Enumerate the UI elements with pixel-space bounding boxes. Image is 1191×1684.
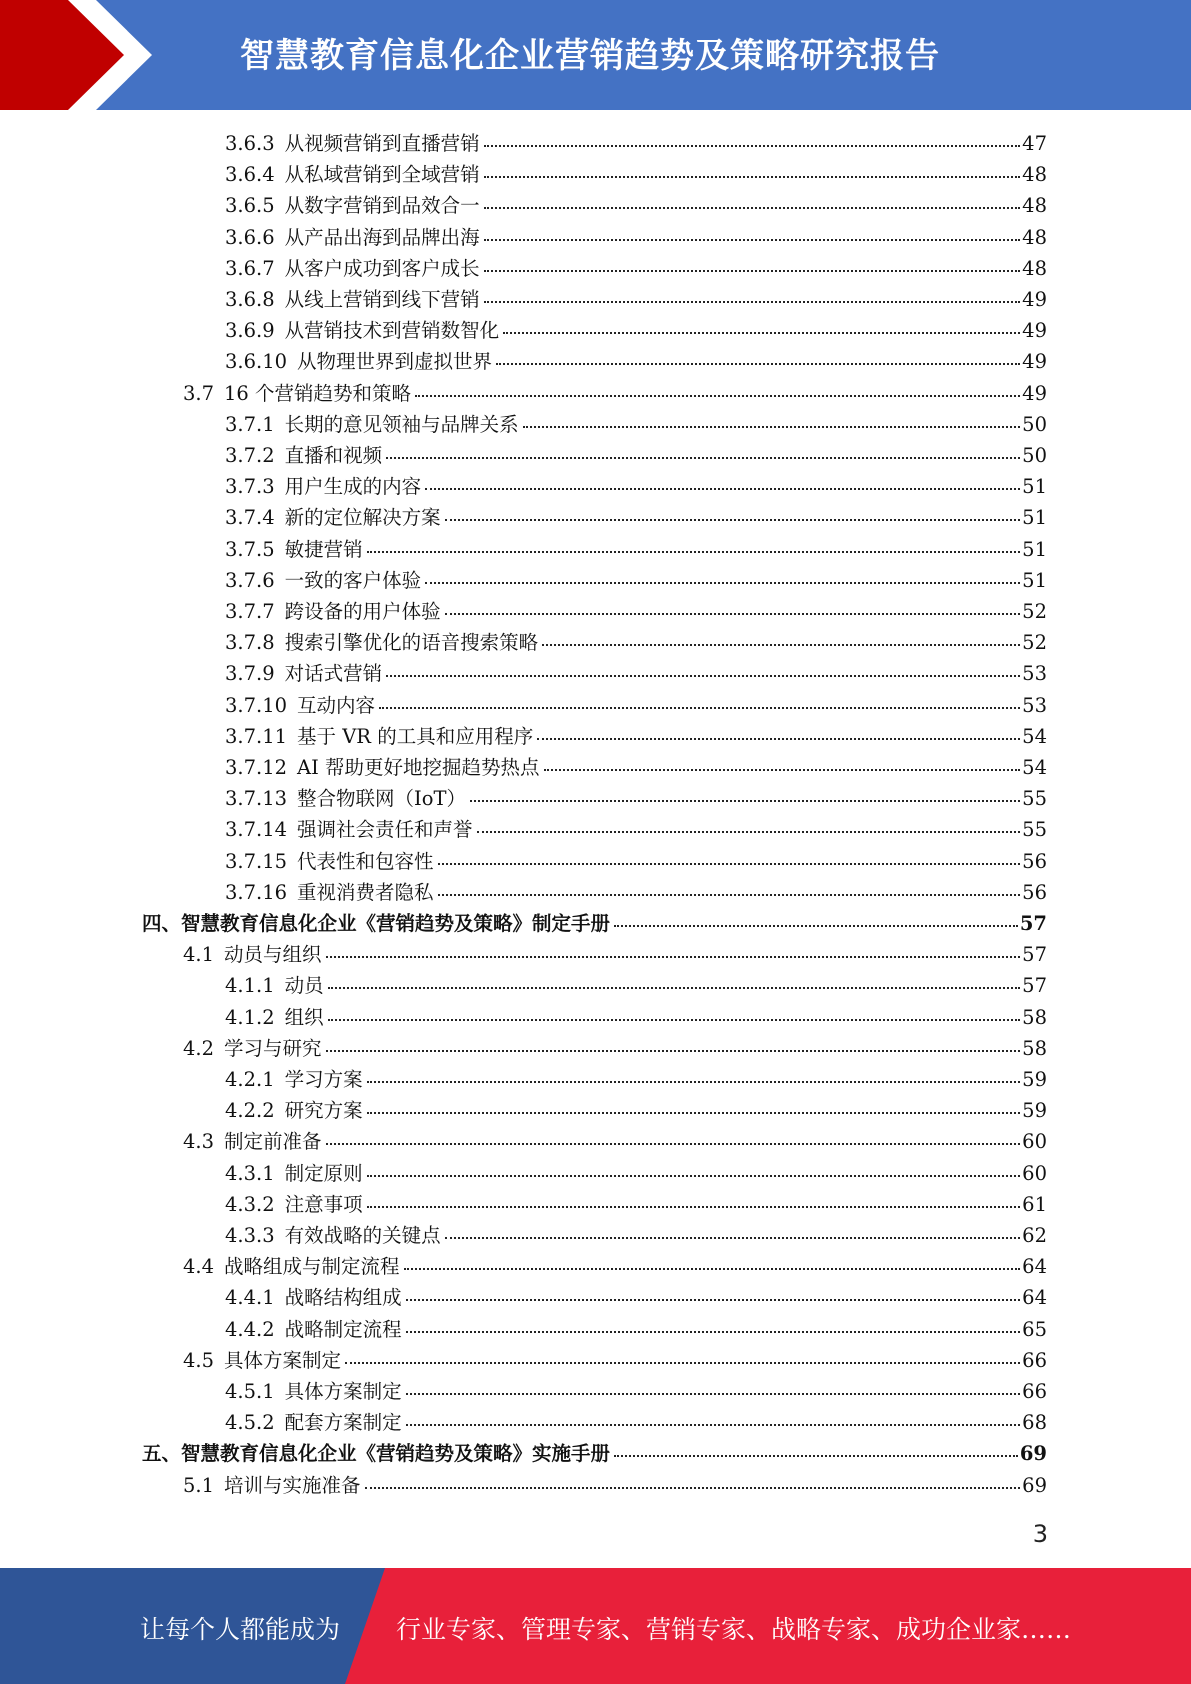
toc-entry-title: 直播和视频 bbox=[284, 444, 383, 467]
toc-entry[interactable] bbox=[225, 1407, 1047, 1438]
toc-dot-leader bbox=[445, 613, 1021, 615]
toc-entry-title: 对话式营销 bbox=[284, 662, 383, 686]
toc-entry-page: 57 bbox=[1022, 974, 1047, 998]
toc-dot-leader bbox=[438, 863, 1021, 865]
toc-entry[interactable] bbox=[183, 1470, 1047, 1501]
toc-entry-title: 从数字营销到品效合一 bbox=[284, 194, 480, 218]
toc-entry-title: 制定原则 bbox=[284, 1161, 363, 1185]
toc-entry-page: 66 bbox=[1022, 1348, 1047, 1372]
toc-entry-number: 4.3.3 bbox=[225, 1224, 275, 1247]
toc-entry[interactable] bbox=[225, 783, 1047, 814]
toc-entry[interactable] bbox=[225, 690, 1047, 721]
toc-dot-leader bbox=[614, 1455, 1018, 1457]
toc-entry-title: 从营销技术到营销数智化 bbox=[284, 319, 500, 343]
toc-entry-number: 3.7.11 bbox=[225, 724, 288, 748]
toc-entry[interactable] bbox=[225, 315, 1047, 346]
toc-entry-page: 51 bbox=[1022, 475, 1047, 499]
toc-entry-page: 60 bbox=[1022, 1130, 1047, 1154]
toc-dot-leader bbox=[523, 426, 1021, 428]
toc-entry-page: 60 bbox=[1022, 1161, 1047, 1185]
toc-entry-page: 51 bbox=[1022, 506, 1047, 530]
toc-entry-number: 4.3 bbox=[183, 1130, 215, 1154]
toc-entry-page: 48 bbox=[1022, 194, 1047, 218]
toc-entry-title: 整合物联网（IoT） bbox=[297, 787, 466, 811]
toc-entry[interactable] bbox=[225, 846, 1047, 877]
toc-entry-title: 学习与研究 bbox=[224, 1036, 322, 1060]
toc-entry-title: 具体方案制定 bbox=[284, 1380, 402, 1403]
toc-entry-title: 培训与实施准备 bbox=[224, 1473, 361, 1497]
toc-entry[interactable] bbox=[225, 1376, 1047, 1407]
toc-entry-page: 58 bbox=[1022, 1005, 1047, 1029]
toc-entry[interactable] bbox=[142, 908, 1047, 939]
toc-entry[interactable] bbox=[225, 534, 1047, 565]
toc-entry-number: 3.7.6 bbox=[225, 568, 275, 592]
toc-entry-page: 49 bbox=[1022, 381, 1047, 405]
toc-entry-number: 3.6.8 bbox=[225, 288, 275, 311]
toc-dot-leader bbox=[445, 519, 1021, 521]
toc-entry-number: 4.2 bbox=[183, 1036, 215, 1060]
toc-dot-leader bbox=[425, 488, 1020, 490]
toc-entry[interactable] bbox=[183, 378, 1047, 409]
toc-entry-page: 56 bbox=[1022, 849, 1047, 873]
toc-entry-page: 47 bbox=[1022, 132, 1047, 155]
toc-entry-page: 50 bbox=[1022, 412, 1047, 436]
toc-entry-title: 搜索引擎优化的语音搜索策略 bbox=[284, 631, 539, 655]
toc-entry-page: 48 bbox=[1022, 163, 1047, 187]
toc-entry-page: 65 bbox=[1022, 1317, 1047, 1341]
toc-entry[interactable] bbox=[225, 1314, 1047, 1345]
toc-entry-page: 54 bbox=[1022, 756, 1047, 779]
toc-entry-title: 具体方案制定 bbox=[224, 1348, 342, 1372]
toc-entry-title: 研究方案 bbox=[284, 1099, 363, 1123]
toc-dot-leader bbox=[406, 1331, 1021, 1333]
toc-entry-number: 4.3.1 bbox=[225, 1161, 275, 1185]
toc-entry[interactable] bbox=[225, 284, 1047, 315]
toc-entry-title: 从物理世界到虚拟世界 bbox=[297, 350, 493, 374]
toc-dot-leader bbox=[425, 582, 1020, 584]
toc-entry-number: 4.3.2 bbox=[225, 1192, 275, 1216]
toc-entry-page: 49 bbox=[1022, 319, 1047, 343]
toc-entry-number: 4.5.1 bbox=[225, 1380, 275, 1403]
toc-dot-leader bbox=[379, 707, 1020, 709]
toc-entry-number: 3.7.5 bbox=[225, 537, 275, 561]
toc-entry[interactable] bbox=[225, 814, 1047, 845]
toc-entry-page: 69 bbox=[1019, 1442, 1047, 1466]
toc-entry-page: 58 bbox=[1022, 1036, 1047, 1060]
toc-entry[interactable] bbox=[183, 1345, 1047, 1376]
toc-entry-number: 3.6.4 bbox=[225, 163, 275, 187]
toc-entry-title: 动员与组织 bbox=[224, 943, 322, 967]
toc-entry-number: 3.7.8 bbox=[225, 631, 275, 655]
toc-entry[interactable] bbox=[225, 1002, 1047, 1033]
toc-entry-page: 51 bbox=[1022, 568, 1047, 592]
toc-dot-leader bbox=[367, 1081, 1021, 1083]
toc-dot-leader bbox=[367, 551, 1021, 553]
toc-entry-title: 用户生成的内容 bbox=[284, 475, 422, 499]
toc-entry-page: 56 bbox=[1022, 880, 1047, 904]
toc-dot-leader bbox=[326, 1050, 1021, 1052]
toc-entry-page: 64 bbox=[1022, 1286, 1047, 1310]
toc-dot-leader bbox=[484, 145, 1021, 147]
toc-entry-title: 跨设备的用户体验 bbox=[284, 600, 441, 623]
toc-dot-leader bbox=[484, 207, 1021, 209]
page-header bbox=[0, 0, 1191, 110]
page-number: 3 bbox=[1032, 1520, 1048, 1548]
toc-entry-number: 4.1.1 bbox=[225, 974, 275, 998]
toc-entry[interactable] bbox=[183, 1033, 1047, 1064]
toc-entry-title: 16 个营销趋势和策略 bbox=[224, 381, 412, 405]
toc-dot-leader bbox=[404, 1268, 1021, 1270]
toc-entry-page: 52 bbox=[1022, 600, 1047, 623]
toc-entry-page: 50 bbox=[1022, 444, 1047, 467]
toc-entry-number: 3.7.10 bbox=[225, 693, 288, 717]
toc-entry-number: 4.5 bbox=[183, 1348, 215, 1372]
toc-dot-leader bbox=[614, 925, 1018, 927]
toc-dot-leader bbox=[406, 1299, 1021, 1301]
toc-entry-page: 61 bbox=[1022, 1192, 1047, 1216]
page-footer bbox=[0, 1568, 1191, 1684]
toc-entry[interactable] bbox=[225, 346, 1047, 377]
toc-entry-title: 战略制定流程 bbox=[284, 1317, 402, 1341]
toc-entry-number: 3.6.10 bbox=[225, 350, 288, 374]
toc-entry-title: 有效战略的关键点 bbox=[284, 1224, 441, 1247]
toc-entry-page: 57 bbox=[1022, 943, 1047, 967]
toc-dot-leader bbox=[328, 987, 1021, 989]
header-title: 智慧教育信息化企业营销趋势及策略研究报告 bbox=[240, 36, 940, 76]
toc-dot-leader bbox=[367, 1112, 1021, 1114]
toc-entry-page: 53 bbox=[1022, 693, 1047, 717]
toc-entry-title: 战略组成与制定流程 bbox=[224, 1255, 400, 1279]
toc-entry-number: 3.6.9 bbox=[225, 319, 275, 343]
toc-entry-title: 配套方案制定 bbox=[284, 1411, 402, 1435]
toc-entry-number: 3.7.3 bbox=[225, 475, 275, 499]
toc-entry-number: 4.4 bbox=[183, 1255, 215, 1279]
toc-entry[interactable] bbox=[225, 440, 1047, 471]
toc-entry[interactable] bbox=[225, 627, 1047, 658]
toc-entry-number: 4.2.1 bbox=[225, 1068, 275, 1091]
toc-entry-title: 智慧教育信息化企业《营销趋势及策略》实施手册 bbox=[181, 1442, 611, 1466]
toc-entry[interactable] bbox=[225, 190, 1047, 221]
toc-dot-leader bbox=[477, 831, 1021, 833]
toc-dot-leader bbox=[328, 1019, 1021, 1021]
toc-entry-number: 4.1.2 bbox=[225, 1005, 275, 1029]
toc-entry-page: 51 bbox=[1022, 537, 1047, 561]
toc-entry-number: 四、 bbox=[142, 912, 182, 935]
toc-entry-page: 55 bbox=[1022, 787, 1047, 811]
toc-dot-leader bbox=[470, 800, 1020, 802]
toc-entry-title: 新的定位解决方案 bbox=[284, 506, 441, 530]
toc-dot-leader bbox=[503, 332, 1020, 334]
toc-entry-page: 64 bbox=[1022, 1255, 1047, 1279]
toc-entry-page: 54 bbox=[1022, 724, 1047, 748]
toc-dot-leader bbox=[537, 738, 1020, 740]
toc-entry-number: 3.6.5 bbox=[225, 194, 275, 218]
toc-entry-number: 3.7.1 bbox=[225, 412, 275, 436]
toc-entry[interactable] bbox=[225, 565, 1047, 596]
footer-slogan-right: 行业专家、管理专家、营销专家、战略专家、成功企业家…… bbox=[396, 1615, 1072, 1644]
toc-dot-leader bbox=[326, 956, 1021, 958]
toc-entry-number: 4.2.2 bbox=[225, 1099, 275, 1123]
toc-entry[interactable] bbox=[225, 471, 1047, 502]
toc-dot-leader bbox=[367, 1206, 1021, 1208]
toc-entry[interactable] bbox=[225, 752, 1047, 783]
toc-dot-leader bbox=[406, 1393, 1021, 1395]
toc-entry-title: 从客户成功到客户成长 bbox=[284, 256, 480, 280]
toc-entry-title: 战略结构组成 bbox=[284, 1286, 402, 1310]
toc-entry-page: 69 bbox=[1022, 1473, 1047, 1497]
toc-entry-title: 基于 VR 的工具和应用程序 bbox=[297, 724, 534, 748]
toc-entry-number: 3.6.3 bbox=[225, 132, 275, 155]
toc-entry-number: 3.7.13 bbox=[225, 787, 288, 811]
header-arrow-decoration bbox=[0, 0, 160, 110]
toc-entry-page: 48 bbox=[1022, 256, 1047, 280]
toc-entry-title: 从线上营销到线下营销 bbox=[284, 288, 480, 311]
toc-dot-leader bbox=[484, 301, 1021, 303]
toc-entry-page: 49 bbox=[1022, 350, 1047, 374]
toc-dot-leader bbox=[438, 894, 1021, 896]
toc-entry[interactable] bbox=[225, 409, 1047, 440]
toc-entry[interactable] bbox=[225, 721, 1047, 752]
toc-entry-page: 68 bbox=[1022, 1411, 1047, 1435]
toc-entry-page: 55 bbox=[1022, 818, 1047, 842]
toc-entry[interactable] bbox=[225, 1158, 1047, 1189]
toc-dot-leader bbox=[544, 769, 1021, 771]
toc-entry-number: 3.7.2 bbox=[225, 444, 275, 467]
toc-entry-number: 5.1 bbox=[183, 1473, 215, 1497]
toc-entry[interactable] bbox=[225, 970, 1047, 1001]
toc-dot-leader bbox=[365, 1487, 1021, 1489]
toc-entry-title: 从视频营销到直播营销 bbox=[284, 132, 480, 155]
toc-entry-number: 3.7.4 bbox=[225, 506, 275, 530]
toc-entry-page: 66 bbox=[1022, 1380, 1047, 1403]
toc-entry[interactable] bbox=[225, 877, 1047, 908]
toc-entry-title: 注意事项 bbox=[284, 1192, 363, 1216]
toc-dot-leader bbox=[367, 1175, 1021, 1177]
toc-entry-number: 五、 bbox=[142, 1442, 182, 1466]
toc-entry-title: 从产品出海到品牌出海 bbox=[284, 225, 480, 249]
toc-dot-leader bbox=[484, 270, 1021, 272]
toc-entry-title: 长期的意见领袖与品牌关系 bbox=[284, 412, 519, 436]
toc-entry-page: 49 bbox=[1022, 288, 1047, 311]
toc-entry-title: 互动内容 bbox=[297, 693, 376, 717]
toc-entry[interactable] bbox=[225, 1064, 1047, 1095]
toc-entry-page: 53 bbox=[1022, 662, 1047, 686]
toc-dot-leader bbox=[542, 644, 1020, 646]
toc-entry-title: 学习方案 bbox=[284, 1068, 363, 1091]
toc-entry-title: 制定前准备 bbox=[224, 1130, 322, 1154]
toc-entry-page: 62 bbox=[1022, 1224, 1047, 1247]
toc-entry-title: 强调社会责任和声誉 bbox=[297, 818, 473, 842]
toc-dot-leader bbox=[496, 363, 1020, 365]
toc-dot-leader bbox=[345, 1362, 1020, 1364]
toc-entry-title: 从私域营销到全域营销 bbox=[284, 163, 480, 187]
toc-dot-leader bbox=[484, 239, 1021, 241]
toc-entry-number: 3.7.15 bbox=[225, 849, 288, 873]
toc-entry[interactable] bbox=[225, 658, 1047, 689]
toc-entry-number: 4.1 bbox=[183, 943, 215, 967]
toc-entry[interactable] bbox=[225, 502, 1047, 533]
toc-entry[interactable] bbox=[225, 1282, 1047, 1313]
toc-entry[interactable] bbox=[183, 939, 1047, 970]
toc-entry-number: 3.7.9 bbox=[225, 662, 275, 686]
toc-entry-title: 代表性和包容性 bbox=[297, 849, 434, 873]
toc-entry-number: 3.7.14 bbox=[225, 818, 288, 842]
toc-dot-leader bbox=[386, 675, 1020, 677]
toc-entry[interactable] bbox=[225, 1220, 1047, 1251]
toc-entry-number: 3.6.7 bbox=[225, 256, 275, 280]
toc-dot-leader bbox=[484, 176, 1021, 178]
toc-entry-number: 4.4.2 bbox=[225, 1317, 275, 1341]
toc-dot-leader bbox=[326, 1143, 1021, 1145]
toc-entry-page: 57 bbox=[1019, 912, 1047, 935]
toc-entry[interactable] bbox=[225, 222, 1047, 253]
toc-dot-leader bbox=[406, 1424, 1021, 1426]
toc-entry-page: 48 bbox=[1022, 225, 1047, 249]
toc-entry[interactable] bbox=[183, 1126, 1047, 1157]
toc-entry[interactable] bbox=[225, 1095, 1047, 1126]
toc-dot-leader bbox=[386, 457, 1020, 459]
toc-entry-number: 3.6.6 bbox=[225, 225, 275, 249]
toc-entry[interactable] bbox=[225, 1189, 1047, 1220]
toc-entry-number: 3.7.16 bbox=[225, 880, 288, 904]
toc-entry-title: 动员 bbox=[284, 974, 324, 998]
toc-entry-number: 3.7.12 bbox=[225, 756, 288, 779]
toc-entry-number: 3.7.7 bbox=[225, 600, 275, 623]
toc-entry-page: 52 bbox=[1022, 631, 1047, 655]
toc-entry-title: AI 帮助更好地挖掘趋势热点 bbox=[297, 756, 540, 779]
toc-entry[interactable] bbox=[225, 253, 1047, 284]
toc-entry[interactable] bbox=[225, 128, 1047, 159]
toc-entry-title: 组织 bbox=[284, 1005, 324, 1029]
toc-entry-page: 59 bbox=[1022, 1099, 1047, 1123]
toc-entry-number: 3.7 bbox=[183, 381, 215, 405]
toc-entry-number: 4.4.1 bbox=[225, 1286, 275, 1310]
toc-dot-leader bbox=[415, 395, 1020, 397]
toc-entry-page: 59 bbox=[1022, 1068, 1047, 1091]
toc-dot-leader bbox=[445, 1237, 1021, 1239]
toc-entry-number: 4.5.2 bbox=[225, 1411, 275, 1435]
footer-slogan-left: 让每个人都能成为 bbox=[140, 1615, 341, 1644]
toc-entry-title: 敏捷营销 bbox=[284, 537, 363, 561]
toc-entry-title: 重视消费者隐私 bbox=[297, 880, 434, 904]
toc-entry[interactable] bbox=[142, 1438, 1047, 1469]
toc-entry-title: 智慧教育信息化企业《营销趋势及策略》制定手册 bbox=[181, 912, 611, 935]
toc-entry-title: 一致的客户体验 bbox=[284, 568, 422, 592]
toc-entry[interactable] bbox=[225, 596, 1047, 627]
toc-entry[interactable] bbox=[225, 159, 1047, 190]
toc-entry[interactable] bbox=[183, 1251, 1047, 1282]
